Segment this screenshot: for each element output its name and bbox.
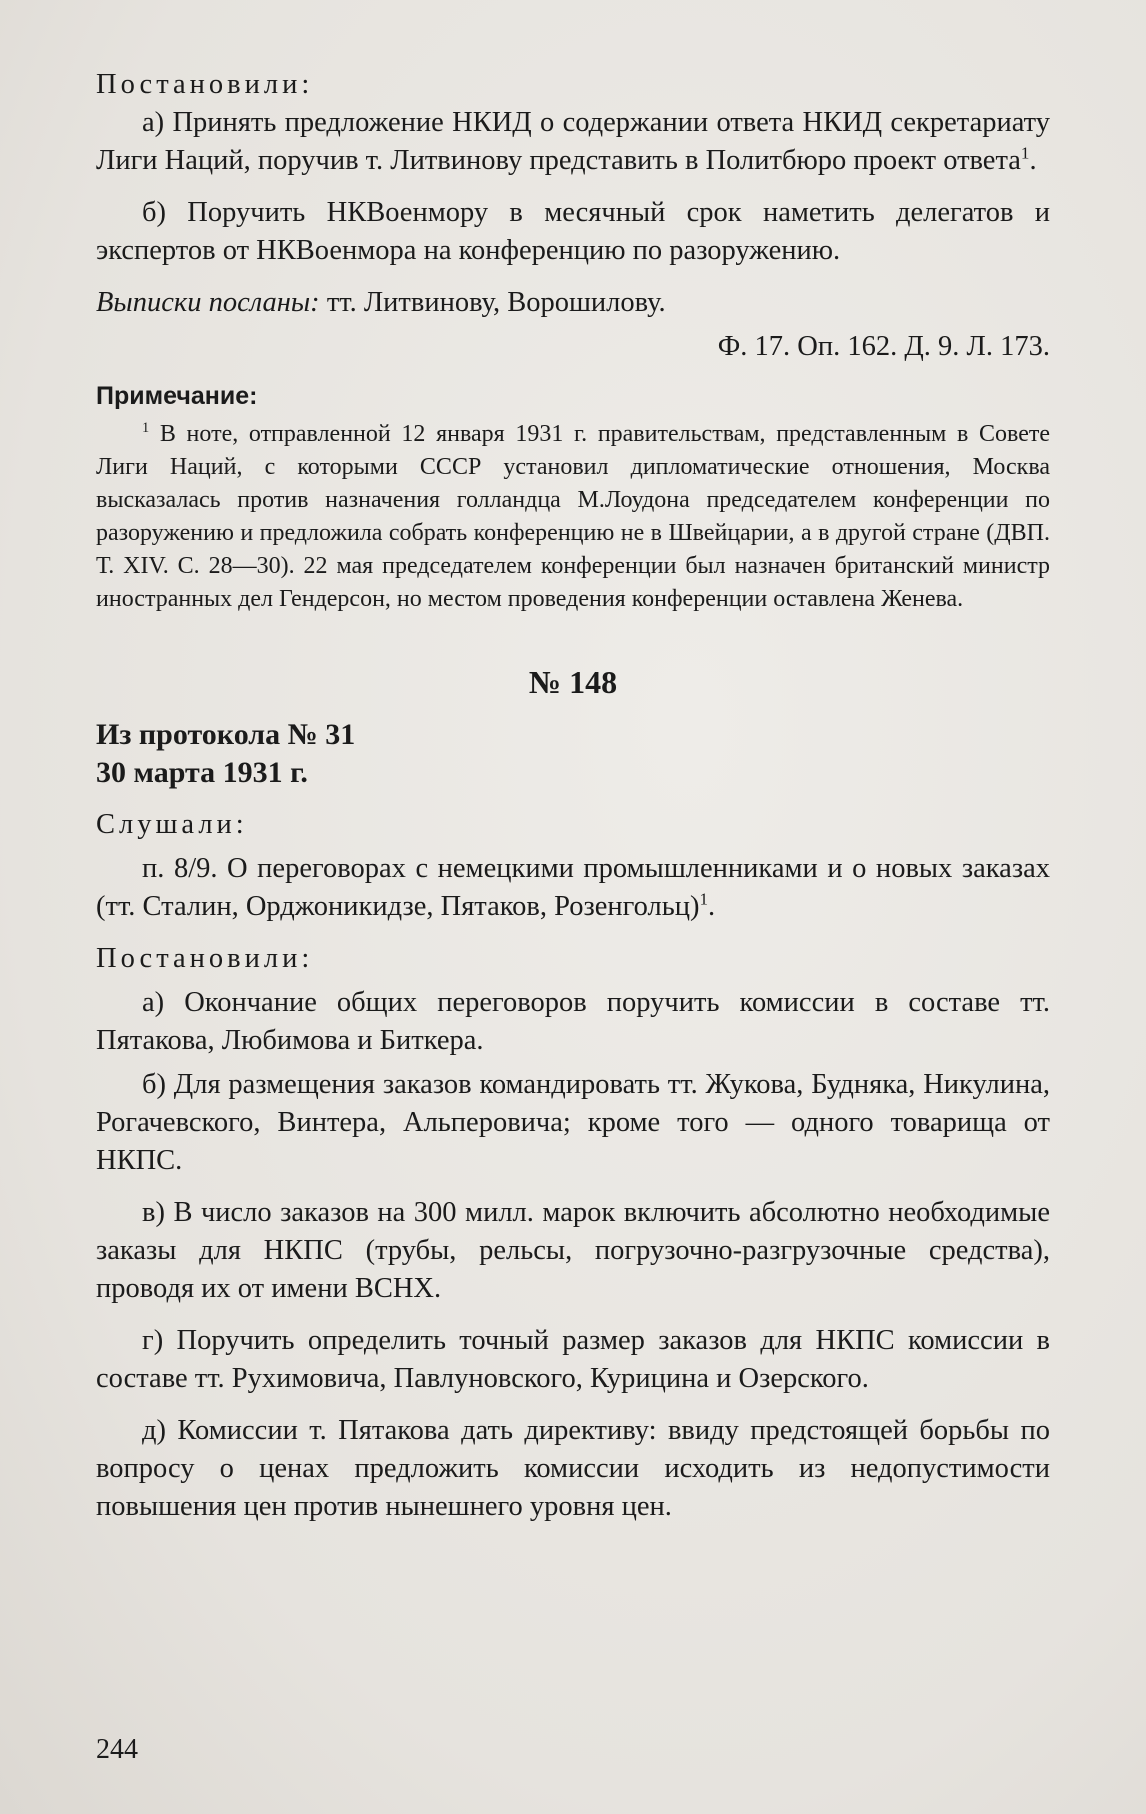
note-heading: Примечание: xyxy=(96,382,258,410)
decision-d: г) Поручить определить точный размер заказов для НКПС комиссии в составе тт. Рухимовича, Павлуновского, Курицина и Озерского. xyxy=(96,1325,1050,1394)
heard-heading: Слушали: xyxy=(96,809,248,840)
footnote-marker: 1 xyxy=(142,420,150,436)
decision-a: а) Окончание общих переговоров поручить комиссии в составе тт. Пятакова, Любимова и Биткера. xyxy=(96,987,1050,1056)
decided-heading: Постановили: xyxy=(96,943,314,974)
extracts-line: Выписки посланы: тт. Литвинову, Ворошилову. xyxy=(96,287,666,318)
protocol-title: Из протокола № 31 xyxy=(96,718,356,751)
footnote-ref: 1 xyxy=(1020,143,1030,163)
archive-reference: Ф. 17. Оп. 162. Д. 9. Л. 173. xyxy=(717,331,1050,362)
heard-text: п. 8/9. О переговорах с немецкими промышленниками и о новых заказах (тт. Сталин, Орджоникидзе, Пятаков, Розенгольц)$^1$. xyxy=(96,853,1050,922)
page-number: 244 xyxy=(96,1734,138,1765)
decision-e: д) Комиссии т. Пятакова дать директиву: ввиду предстоящей борьбы по вопросу о ценах предложить комиссии исходить из недопустимости повышения цен против нынешнего уровня цен. xyxy=(96,1415,1050,1522)
note-text: $^1$ В ноте, отправленной 12 января 1931 г. правительствам, представленным в Совете Лиги Наций, с которыми СССР установил дипломатические отношения, Москва высказалась против назначения голландца М.Лоудона председателем конференции по разоружению и предложила собрать конференцию не в Швейцарии, а в другой стране (ДВП. Т. XIV. С. 28—30). 22 мая председателем конференции был назначен британский министр иностранных дел Гендерсон, но местом проведения конференции оставлена Женева. xyxy=(96,420,1050,612)
document-number: № 148 xyxy=(528,664,618,700)
decision-c: в) В число заказов на 300 милл. марок включить абсолютно необходимые заказы для НКПС (трубы, рельсы, погрузочно-разгрузочные средства), проводя их от имени ВСНХ. xyxy=(96,1197,1050,1304)
decision-b: б) Для размещения заказов командировать тт. Жукова, Будняка, Никулина, Рогачевского, Винтера, Альперовича; кроме того — одного товарища от НКПС. xyxy=(96,1069,1050,1176)
decided-heading-top: Постановили: xyxy=(96,69,314,100)
decision-b-top: б) Поручить НКВоенмору в месячный срок наметить делегатов и экспертов от НКВоенмора на конференцию по разоружению. xyxy=(96,197,1050,266)
protocol-date: 30 марта 1931 г. xyxy=(96,756,308,789)
decision-a-top: а) Принять предложение НКИД о содержании ответа НКИД секретариату Лиги Наций, поручив т. Литвинову представить в Политбюро проект ответа$^1$. xyxy=(96,107,1050,176)
footnote-ref: 1 xyxy=(699,889,709,909)
extracts-label: Выписки посланы: xyxy=(96,287,320,318)
